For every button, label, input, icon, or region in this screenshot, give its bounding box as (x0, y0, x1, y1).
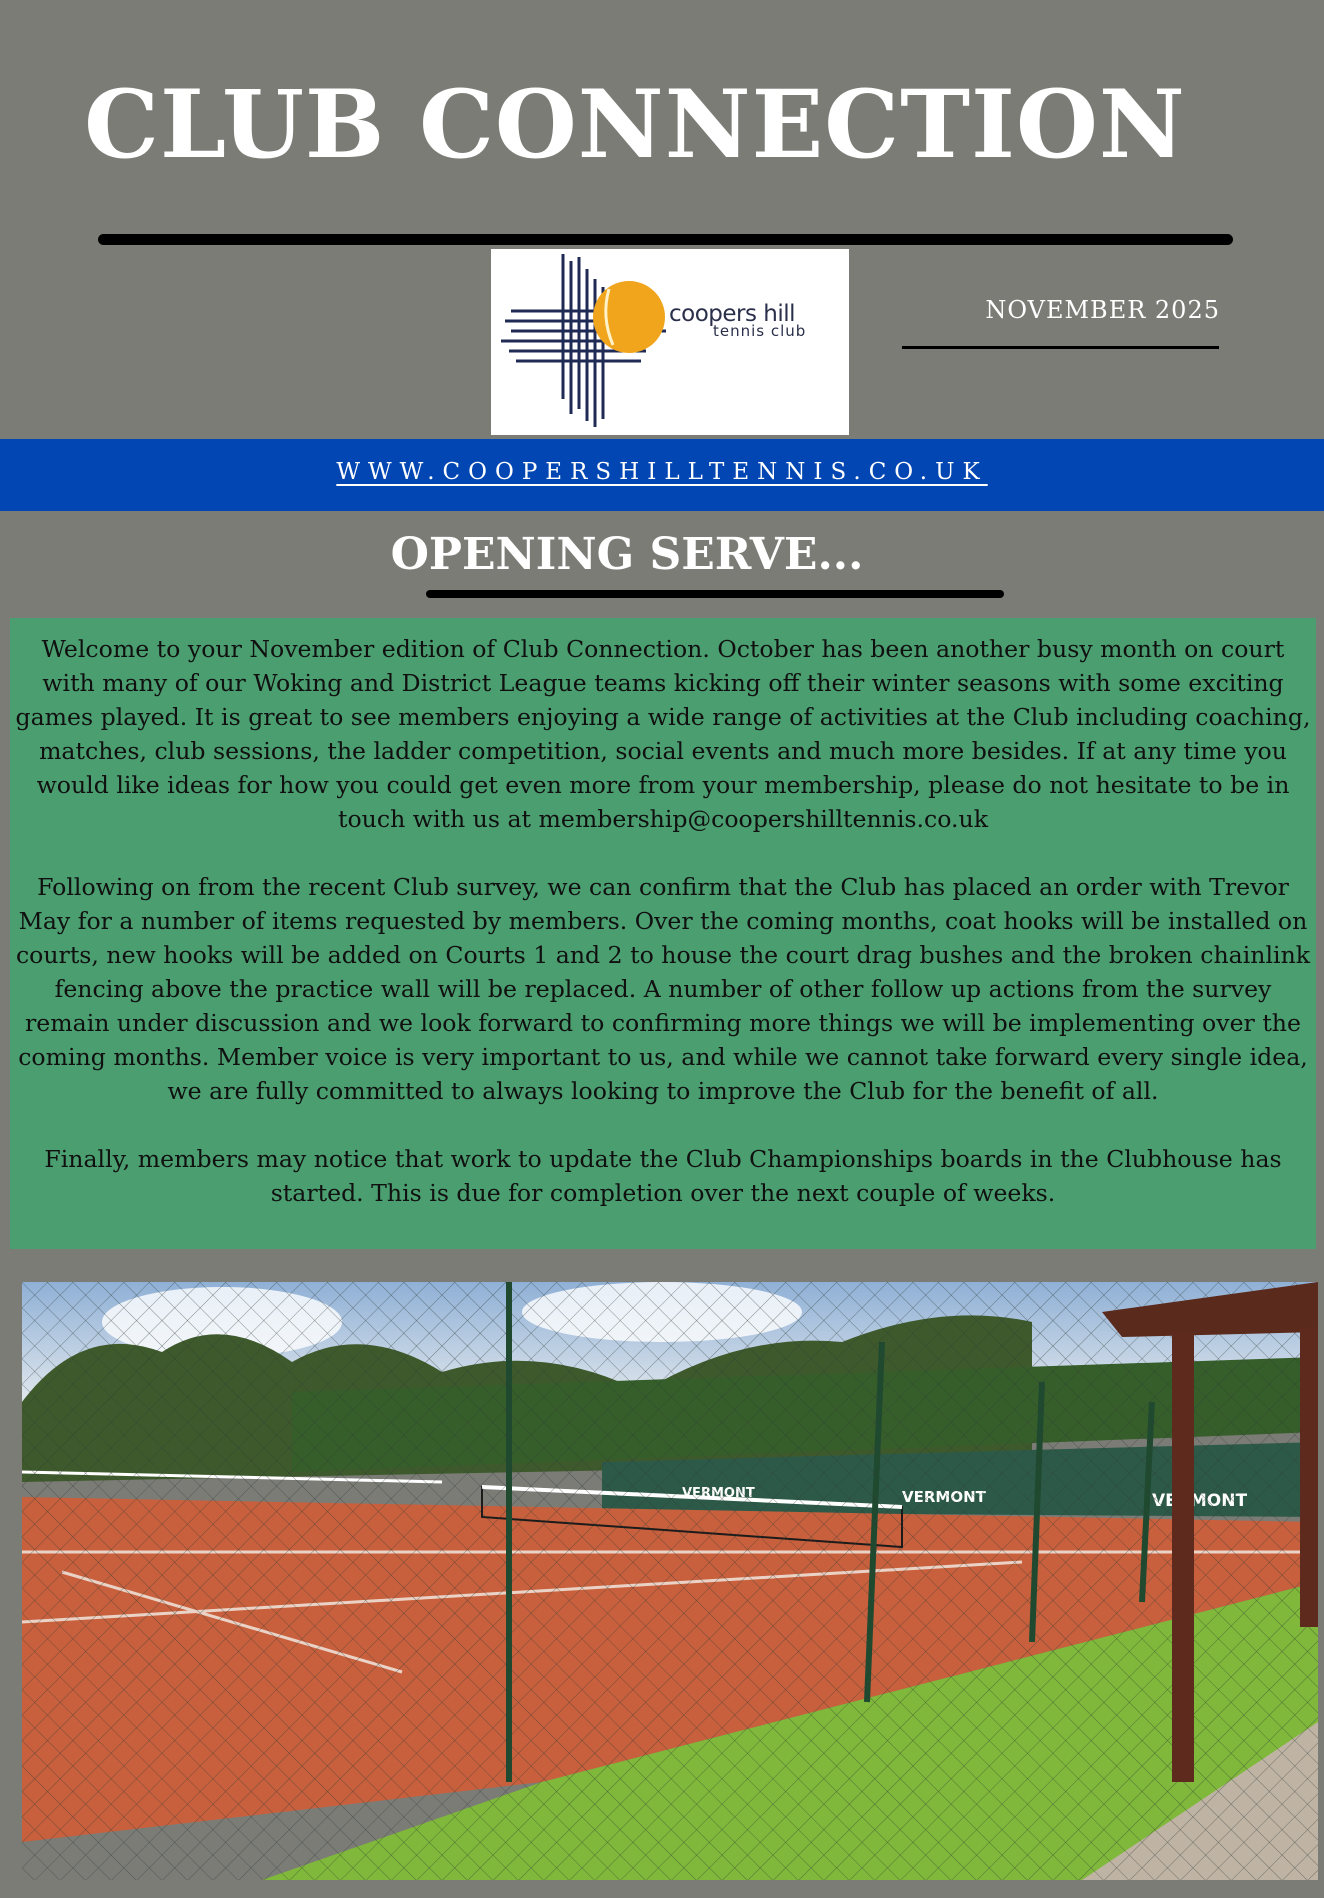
tennis-courts-photo (22, 1282, 1318, 1880)
logo-text-subtitle: tennis club (713, 322, 807, 340)
logo-graphic (491, 249, 849, 435)
website-banner (0, 439, 1324, 511)
issue-date: NOVEMBER 2025 (985, 296, 1220, 324)
courts-illustration (22, 1282, 1318, 1880)
section-heading: OPENING SERVE... (390, 529, 864, 580)
date-underline (902, 346, 1219, 349)
intro-paragraph: Finally, members may notice that work to update the Club Championships boards in the Clubhouse has started. This is due for completion over the next couple of weeks. (44, 1145, 1282, 1207)
intro-text-panel (10, 618, 1316, 1249)
tennis-ball-icon (593, 281, 665, 353)
website-link[interactable]: WWW.COOPERSHILLTENNIS.CO.UK (336, 459, 988, 485)
intro-paragraph: Welcome to your November edition of Club Connection. October has been another busy month on court with many of our Woking and District League teams kicking off their winter seasons with some exciting games played. It is great to see members enjoying a wide range of activities at the Club including coaching, matches, club sessions, the ladder competition, social events and much more besides. If at any time you would like ideas for how you could get even more from your membership, please do not hesitate to be in touch with us at membership@coopershilltennis.co.uk (15, 635, 1311, 833)
intro-paragraph: Following on from the recent Club survey, we can confirm that the Club has placed an order with Trevor May for a number of items requested by members. Over the coming months, coat hooks will be installed on courts, new hooks will be added on Courts 1 and 2 to house the court drag bushes and the broken chainlink fencing above the practice wall will be replaced. A number of other follow up actions from the survey remain under discussion and we look forward to confirming more things we will be implementing over the coming months. Member voice is very important to us, and while we cannot take forward every single idea, we are fully committed to always looking to improve the Club for the benefit of all. (15, 873, 1311, 1105)
newsletter-title: CLUB CONNECTION (84, 70, 1186, 180)
section-underline (426, 590, 1004, 598)
title-divider (98, 234, 1233, 245)
club-logo (491, 249, 849, 435)
logo-text-name: coopers hill (669, 301, 796, 327)
